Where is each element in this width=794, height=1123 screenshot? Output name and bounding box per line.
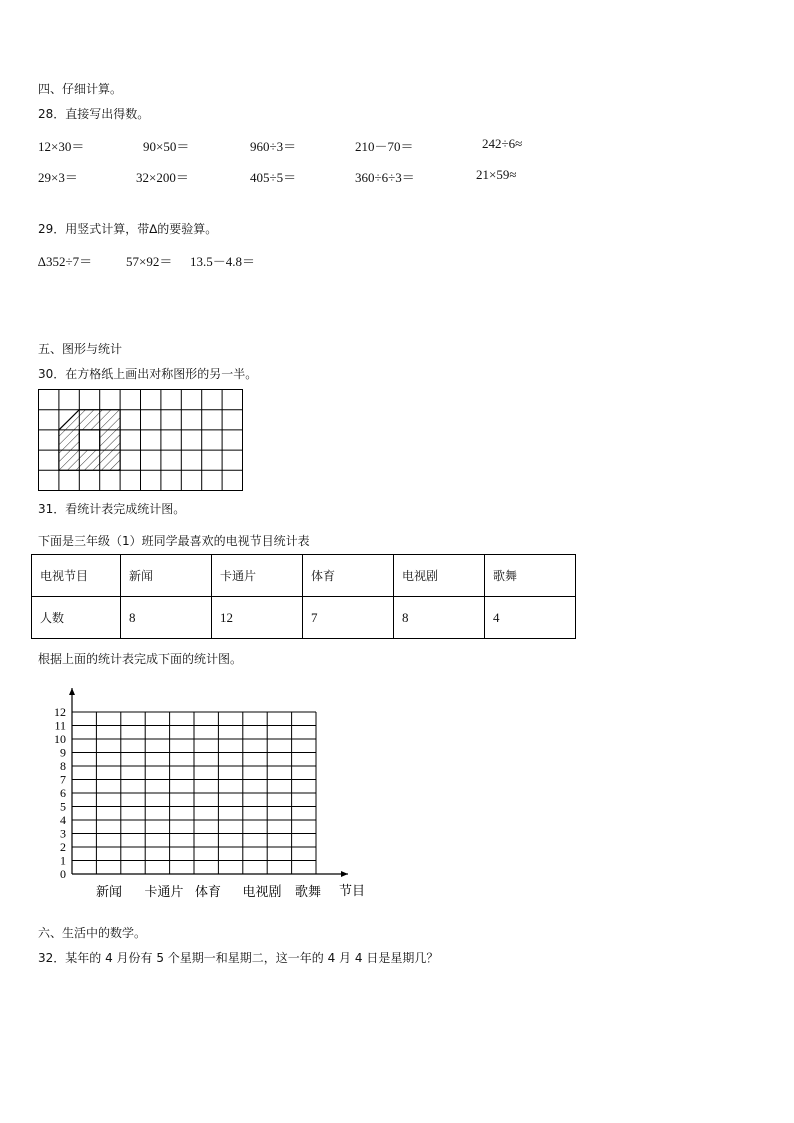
q28-item: 21×59≈	[476, 167, 517, 182]
q28-item: 242÷6≈	[482, 136, 523, 151]
table-cell: 歌舞	[485, 555, 576, 597]
y-axis-arrow	[69, 688, 75, 695]
x-category-label: 新闻	[95, 885, 123, 900]
y-tick-label: 10	[54, 732, 66, 746]
y-tick-label: 1	[60, 853, 66, 868]
x-category-label: 歌舞	[294, 885, 322, 900]
section-5-heading: 五、图形与统计	[38, 342, 123, 356]
table-cell: 8	[394, 597, 485, 639]
q28-item: 960÷3＝	[250, 139, 297, 154]
q28-title: 28．直接写出得数。	[38, 107, 150, 121]
table-cell: 8	[121, 597, 212, 639]
q31-title: 31．看统计表完成统计图。	[38, 502, 186, 516]
table-cell: 电视剧	[394, 555, 485, 597]
x-category-label: 卡通片	[144, 885, 184, 900]
x-category-label: 体育	[194, 885, 222, 900]
y-tick-label: 8	[60, 759, 66, 773]
y-tick-label: 4	[60, 813, 66, 827]
q28-item: 405÷5＝	[250, 170, 297, 185]
q28-item: 12×30＝	[38, 139, 85, 154]
table-cell: 人数	[32, 597, 121, 639]
y-tick-label: 3	[60, 826, 66, 841]
table-cell: 新闻	[121, 555, 212, 597]
q28-item: 32×200＝	[136, 170, 189, 185]
table-cell: 卡通片	[212, 555, 303, 597]
y-tick-label: 12	[54, 705, 66, 719]
y-tick-label: 6	[60, 786, 66, 800]
q29-item: ∆352÷7＝	[38, 254, 93, 269]
q28-item: 360÷6÷3＝	[355, 170, 415, 185]
q29-item: 57×92＝	[126, 254, 173, 269]
y-tick-label: 0	[60, 867, 66, 881]
q28-item: 90×50＝	[143, 139, 190, 154]
q28-item: 29×3＝	[38, 170, 78, 185]
x-category-label: 电视剧	[242, 885, 282, 900]
q30-title: 30．在方格纸上画出对称图形的另一半。	[38, 367, 258, 381]
q32-title: 32．某年的 4 月份有 5 个星期一和星期二，这一年的 4 月 4 日是星期几？	[38, 951, 439, 965]
q29-item: 13.5－4.8＝	[190, 254, 256, 269]
section-6-heading: 六、生活中的数学。	[38, 926, 147, 940]
table-cell: 电视节目	[32, 555, 121, 597]
y-tick-label: 11	[54, 718, 66, 733]
table-cell: 7	[303, 597, 394, 639]
y-tick-label: 9	[60, 745, 66, 760]
y-tick-label: 7	[60, 772, 66, 787]
y-tick-label: 2	[60, 840, 66, 854]
table-cell: 12	[212, 597, 303, 639]
section-4-heading: 四、仔细计算。	[38, 82, 123, 96]
table-caption: 下面是三年级（1）班同学最喜欢的电视节目统计表	[38, 534, 310, 548]
table-cell: 4	[485, 597, 576, 639]
x-axis-title: 节目	[338, 884, 366, 899]
q29-title: 29．用竖式计算，带∆的要验算。	[38, 222, 218, 236]
x-axis-arrow	[341, 871, 348, 877]
table-cell: 体育	[303, 555, 394, 597]
chart-caption: 根据上面的统计表完成下面的统计图。	[38, 652, 243, 666]
y-tick-label: 5	[60, 799, 66, 814]
q28-item: 210－70＝	[355, 139, 414, 154]
